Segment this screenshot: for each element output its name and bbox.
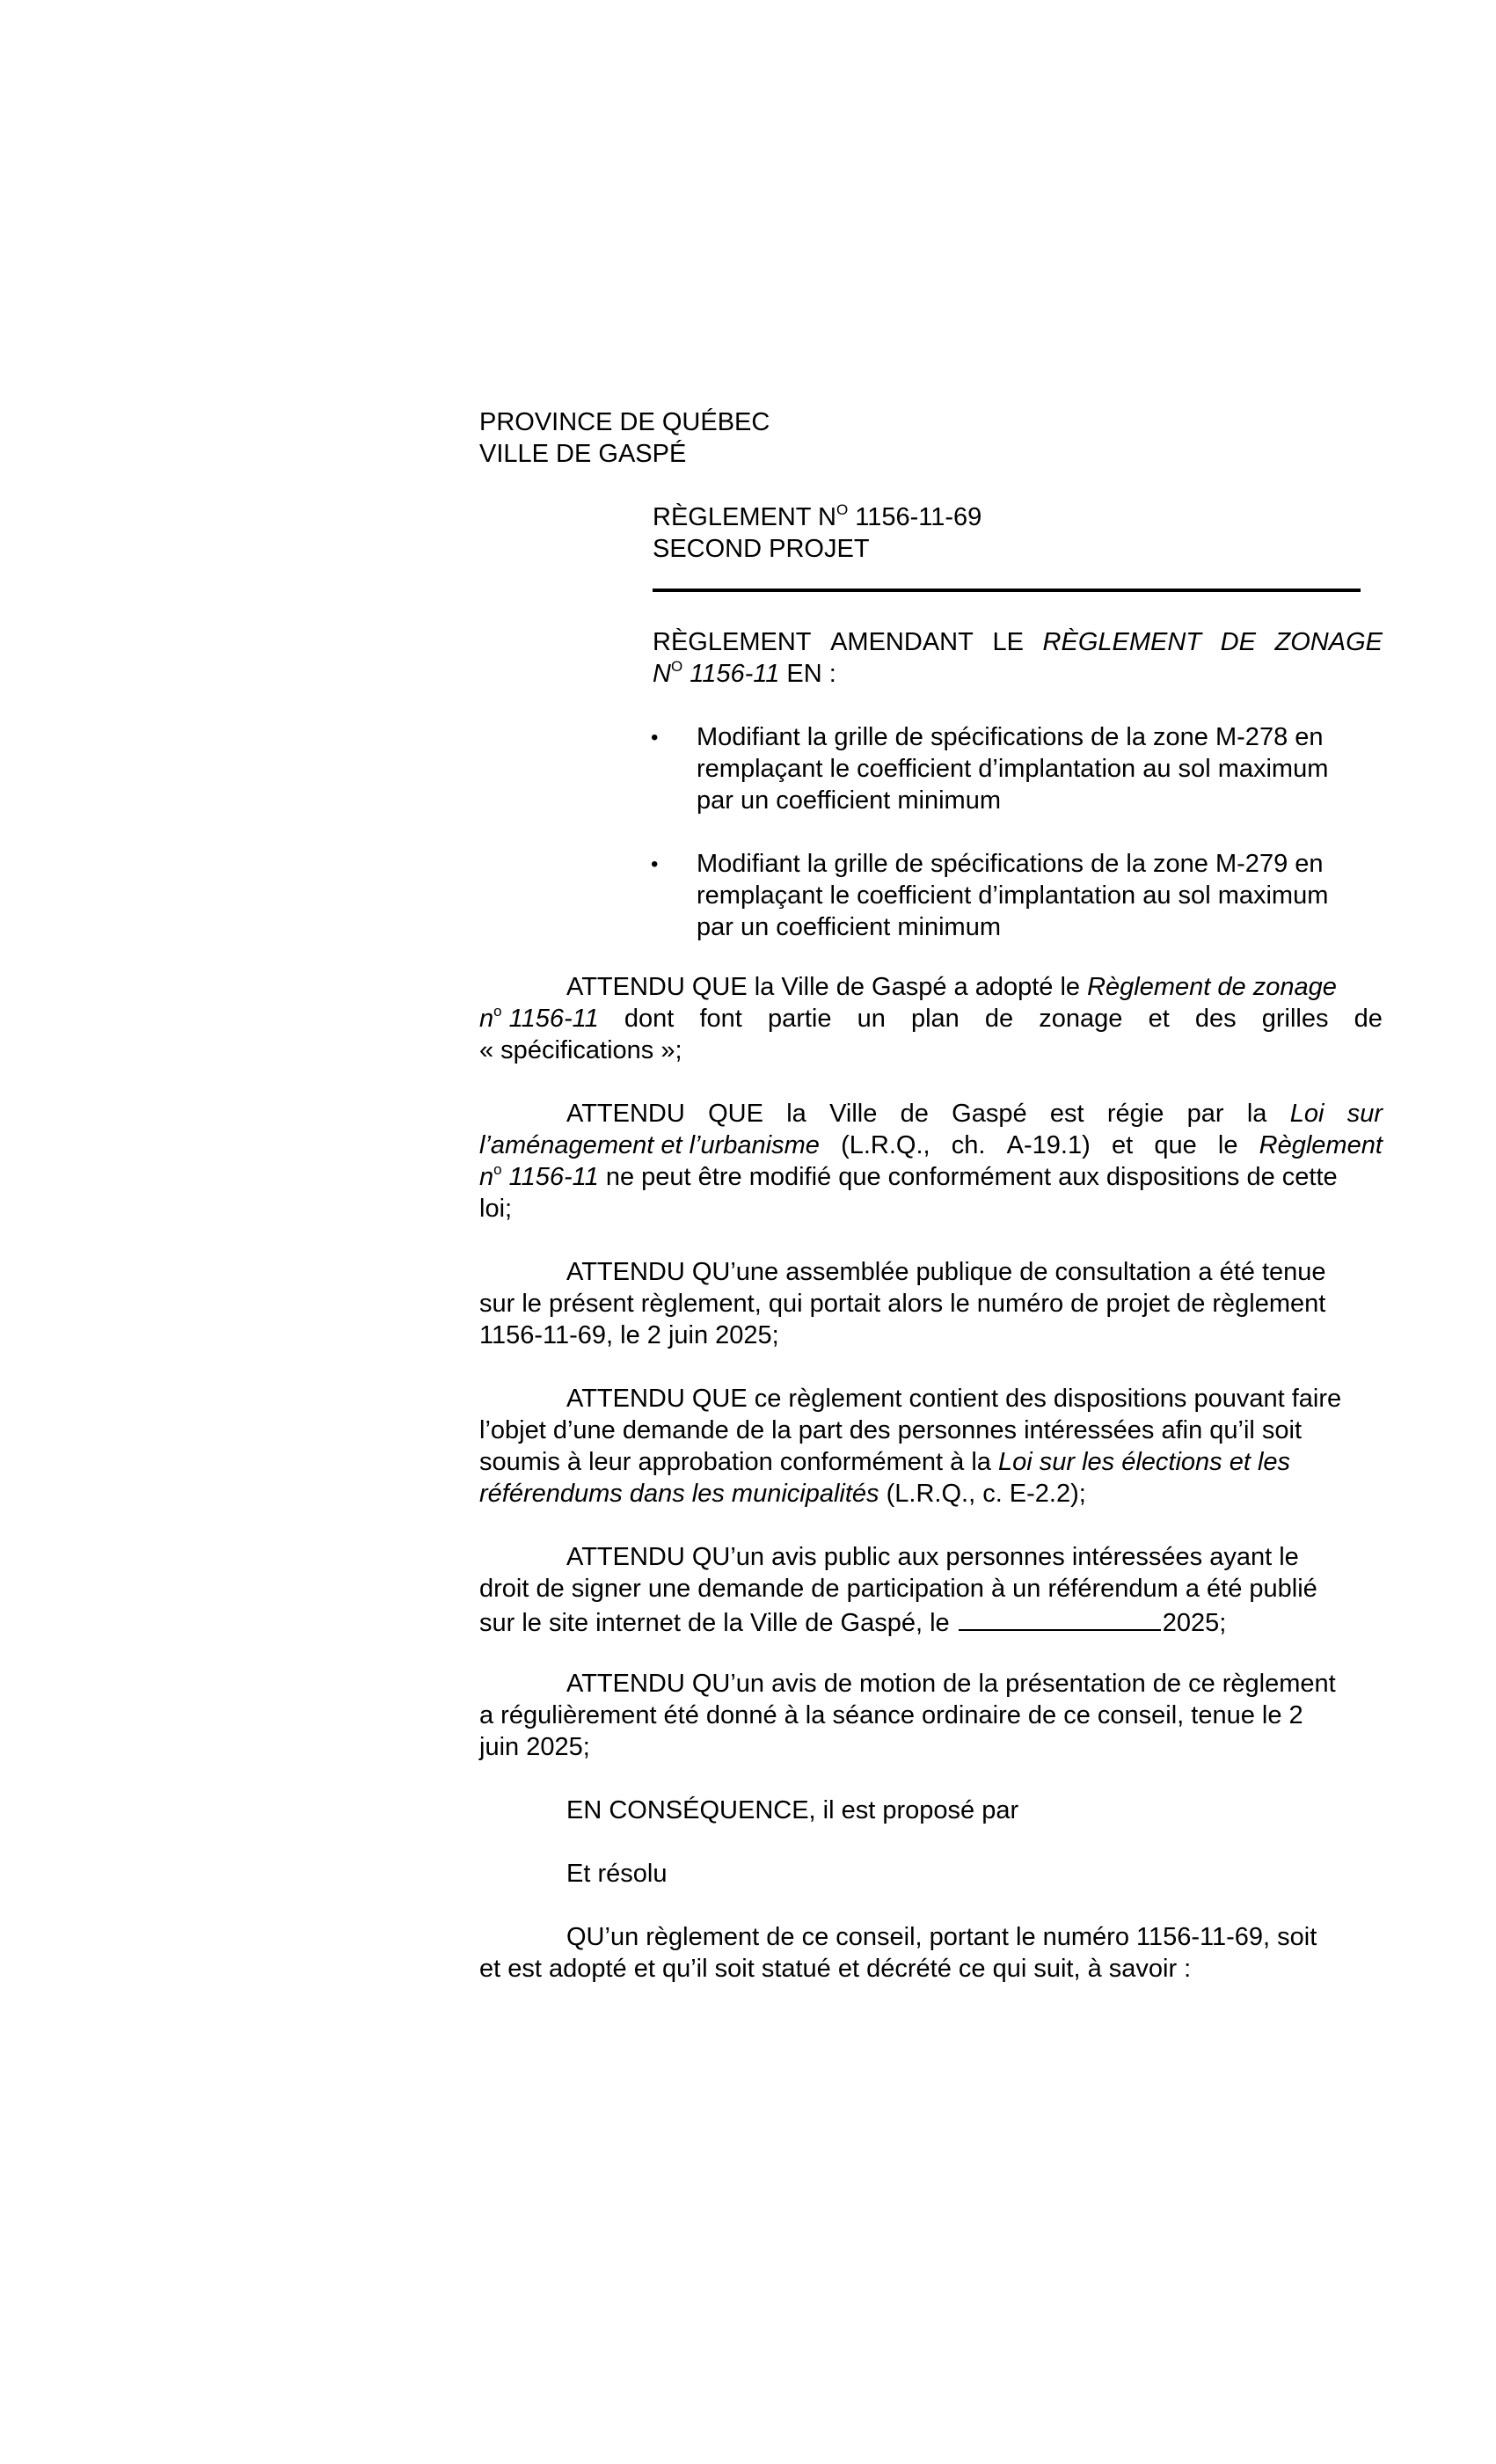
p4-line-2: l’objet d’une demande de la part des personnes intéressées afin qu’il soit: [479, 1416, 1303, 1444]
ville-label: VILLE DE GASPÉ: [479, 440, 687, 468]
p9-line-2: et est adopté et qu’il soit statué et décrété ce qui suit, à savoir :: [479, 1955, 1192, 1983]
p1-line-2: $n^o$ 1156-11 dont font partie un plan de zonage et des grilles de: [479, 1003, 1383, 1033]
p6-line-2: a régulièrement été donné à la séance ordinaire de ce conseil, tenue le 2: [479, 1701, 1303, 1729]
title-divider: [653, 589, 1361, 592]
p4-line-3: soumis à leur approbation conformément à la Loi sur les élections et les: [479, 1448, 1291, 1476]
p4-line-4: référendums dans les municipalités (L.R.Q., c. E-2.2);: [479, 1480, 1086, 1508]
p5-line-2: droit de signer une demande de participation à un référendum a été publié: [479, 1575, 1317, 1603]
p3-line-3: 1156-11-69, le 2 juin 2025;: [479, 1321, 779, 1349]
consequence-line: EN CONSÉQUENCE, il est proposé par: [566, 1796, 1019, 1824]
p5-line-1: ATTENDU QU’un avis public aux personnes intéressées ayant le: [566, 1543, 1299, 1571]
bullet-1-line-3: par un coefficient minimum: [697, 786, 1002, 815]
resolu-line: Et résolu: [566, 1860, 668, 1888]
bullet-dot: •: [651, 726, 659, 749]
p3-line-1: ATTENDU QU’une assemblée publique de consultation a été tenue: [566, 1258, 1326, 1286]
bullet-2-line-2: remplaçant le coefficient d’implantation au sol maximum: [697, 881, 1329, 910]
p5-line-3: sur le site internet de la Ville de Gaspé, le 2025;: [479, 1605, 1226, 1639]
bullet-2-line-1: Modifiant la grille de spécifications de la zone M-279 en: [697, 850, 1324, 878]
title-line-1: RÈGLEMENT AMENDANT LE RÈGLEMENT DE ZONAGE: [653, 628, 1383, 656]
p6-line-3: juin 2025;: [479, 1733, 590, 1761]
reglement-number: RÈGLEMENT $N^O$ 1156-11-69: [653, 501, 982, 531]
p2-line-3: $n^o$ 1156-11 ne peut être modifié que conformément aux dispositions de cette: [479, 1161, 1338, 1191]
bullet-dot: •: [651, 852, 659, 876]
p2-line-1: ATTENDU QUE la Ville de Gaspé est régie par la Loi sur: [566, 1100, 1383, 1128]
p3-line-2: sur le présent règlement, qui portait alors le numéro de projet de règlement: [479, 1290, 1326, 1318]
projet-label: SECOND PROJET: [653, 535, 870, 563]
p1-line-1: ATTENDU QUE la Ville de Gaspé a adopté le Règlement de zonage: [566, 973, 1337, 1001]
bullet-1-line-1: Modifiant la grille de spécifications de la zone M-278 en: [697, 723, 1324, 751]
p6-line-1: ATTENDU QU’un avis de motion de la présentation de ce règlement: [566, 1670, 1336, 1698]
p1-line-3: « spécifications »;: [479, 1036, 682, 1064]
date-blank: [959, 1605, 1161, 1631]
bullet-1-line-2: remplaçant le coefficient d’implantation au sol maximum: [697, 755, 1329, 783]
bullet-2-line-3: par un coefficient minimum: [697, 913, 1002, 941]
p2-line-2: l’aménagement et l’urbanisme (L.R.Q., ch. A-19.1) et que le Règlement: [479, 1131, 1383, 1159]
p4-line-1: ATTENDU QUE ce règlement contient des dispositions pouvant faire: [566, 1385, 1342, 1413]
title-line-2: $N^O$ 1156-11 EN :: [653, 658, 836, 688]
province-label: PROVINCE DE QUÉBEC: [479, 408, 770, 436]
p9-line-1: QU’un règlement de ce conseil, portant le numéro 1156-11-69, soit: [566, 1923, 1317, 1951]
p2-line-4: loi;: [479, 1195, 513, 1223]
